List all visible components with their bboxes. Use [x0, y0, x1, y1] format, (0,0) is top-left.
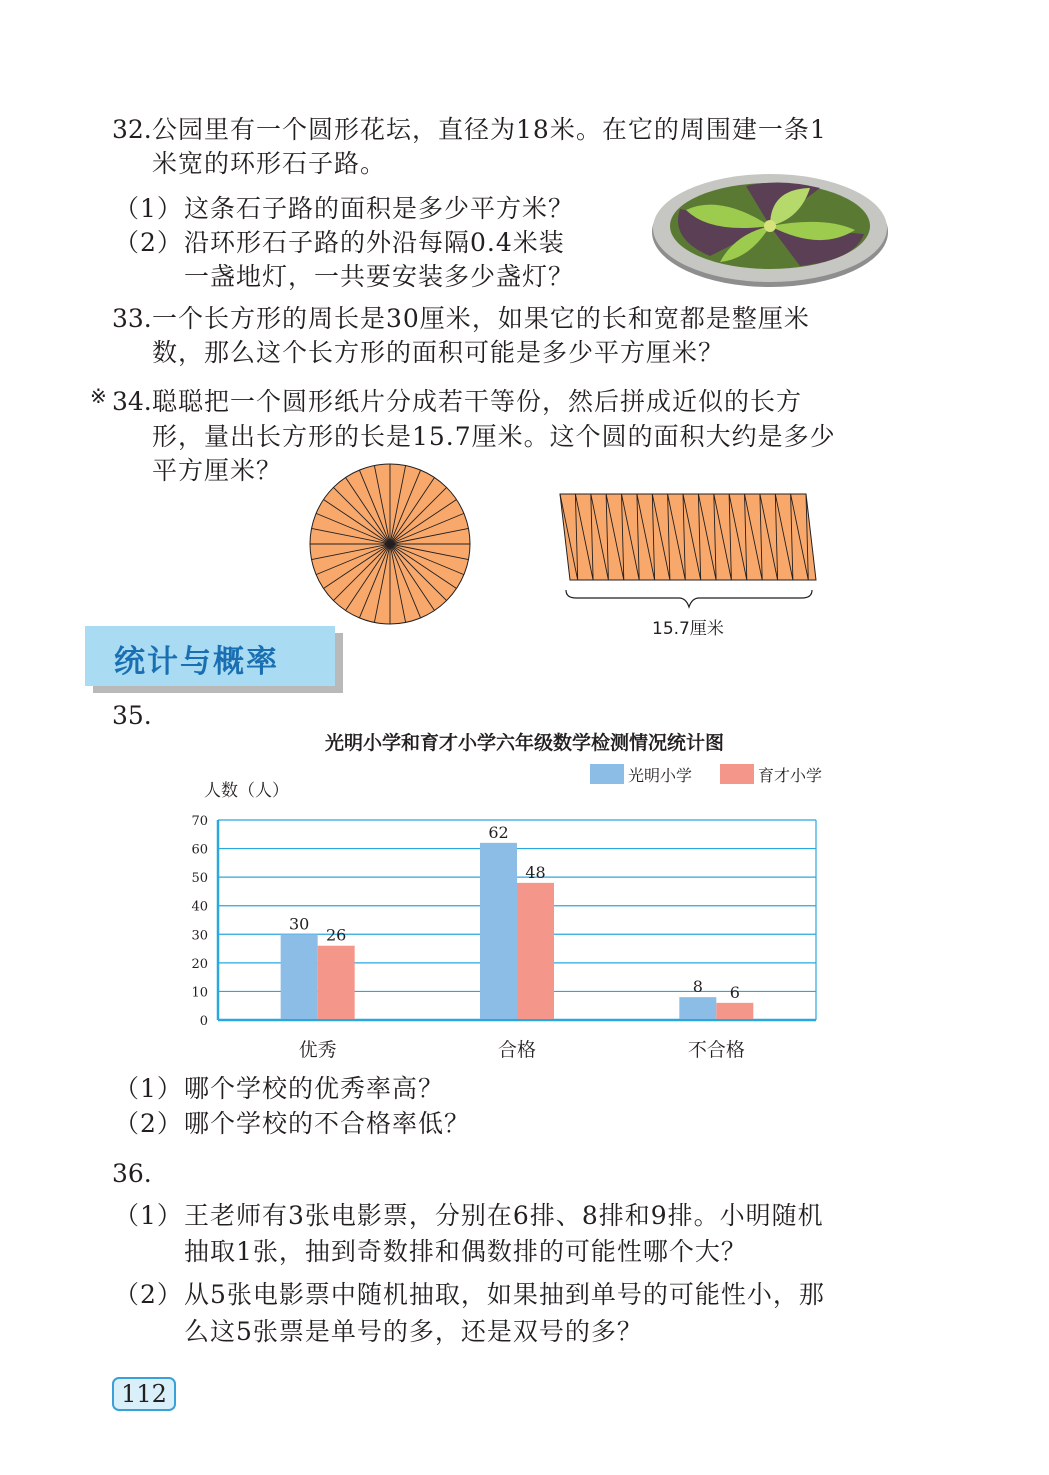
bar-value-label: 48	[525, 862, 546, 882]
bar-value-label: 62	[488, 822, 509, 842]
bar	[480, 843, 517, 1019]
legend-swatch	[720, 764, 754, 784]
q32-sub2-line2: 一盏地灯，一共要安装多少盏灯？	[184, 262, 575, 291]
legend-label: 育才小学	[758, 766, 823, 785]
q35-sub1-text: 哪个学校的优秀率高？	[184, 1074, 445, 1103]
q34-number: 34.	[112, 387, 152, 416]
page-number: 112	[112, 1377, 176, 1411]
q33-text-line1: 一个长方形的周长是30厘米，如果它的长和宽都是整厘米	[152, 304, 810, 333]
bar	[281, 934, 318, 1019]
q35-number: 35.	[112, 701, 152, 730]
y-tick-label: 30	[191, 928, 208, 944]
y-tick-label: 20	[191, 956, 208, 972]
legend-swatch	[590, 764, 624, 784]
bar	[716, 1003, 753, 1019]
q35-sub1-label: （1）	[114, 1074, 183, 1103]
x-category-label: 优秀	[298, 1039, 337, 1061]
bar-value-label: 26	[325, 925, 347, 945]
q33-text-line2: 数，那么这个长方形的面积可能是多少平方厘米？	[152, 338, 725, 367]
x-category-label: 不合格	[687, 1039, 745, 1061]
divided-circle-diagram	[308, 462, 472, 626]
q34-text-line1: 聪聪把一个圆形纸片分成若干等份，然后拼成近似的长方	[152, 387, 803, 416]
y-tick-label: 40	[191, 899, 208, 915]
q36-sub2-label: （2）	[114, 1280, 183, 1309]
q32-sub2-label: （2）	[114, 228, 183, 257]
legend-label: 光明小学	[628, 766, 693, 785]
bar-value-label: 8	[692, 977, 703, 997]
q36-number: 36.	[112, 1159, 152, 1188]
y-axis-label: 人数（人）	[204, 781, 289, 801]
q34-star-mark: ※	[90, 384, 107, 408]
rectangle-length-label: 15.7厘米	[652, 619, 724, 639]
section-title: 统计与概率	[114, 644, 279, 680]
bar-value-label: 30	[288, 914, 310, 934]
length-brace	[564, 588, 814, 610]
x-category-label: 合格	[497, 1039, 537, 1061]
approx-rectangle-diagram	[558, 492, 822, 582]
q35-sub2-label: （2）	[114, 1109, 183, 1138]
q34-text-line3: 平方厘米？	[152, 456, 283, 485]
bar	[318, 946, 355, 1019]
q36-sub1-line2: 抽取1张，抽到奇数排和偶数排的可能性哪个大？	[184, 1237, 747, 1266]
chart-title: 光明小学和育才小学六年级数学检测情况统计图	[324, 732, 724, 754]
y-tick-label: 0	[199, 1014, 208, 1029]
q35-sub2-text: 哪个学校的不合格率低？	[184, 1109, 471, 1138]
y-tick-label: 50	[191, 871, 208, 887]
q36-sub2-line1: 从5张电影票中随机抽取，如果抽到单号的可能性小，那	[184, 1280, 825, 1309]
q32-sub1-label: （1）	[114, 194, 183, 223]
y-tick-label: 60	[191, 842, 208, 858]
q36-sub1-line1: 王老师有3张电影票，分别在6排、8排和9排。小明随机	[184, 1201, 824, 1230]
q32-text-line2: 米宽的环形石子路。	[152, 149, 387, 178]
flower-bed-illustration	[650, 164, 890, 290]
q36-sub2-line2: 么这5张票是单号的多，还是双号的多？	[184, 1317, 643, 1346]
q32-number: 32.	[112, 115, 152, 144]
bar	[517, 883, 554, 1019]
bar	[679, 997, 716, 1019]
bar-value-label: 6	[729, 982, 740, 1002]
q36-sub1-label: （1）	[114, 1201, 183, 1230]
q34-text-line2: 形，量出长方形的长是15.7厘米。这个圆的面积大约是多少	[152, 422, 836, 451]
bar-chart	[180, 756, 860, 1066]
q32-sub1-text: 这条石子路的面积是多少平方米？	[184, 194, 575, 223]
q33-number: 33.	[112, 304, 152, 333]
y-tick-label: 10	[191, 985, 208, 1001]
q32-text-line1: 公园里有一个圆形花坛，直径为18米。在它的周围建一条1	[152, 115, 827, 144]
y-tick-label: 70	[191, 814, 208, 829]
q32-sub2-line1: 沿环形石子路的外沿每隔0.4米装	[184, 228, 565, 257]
